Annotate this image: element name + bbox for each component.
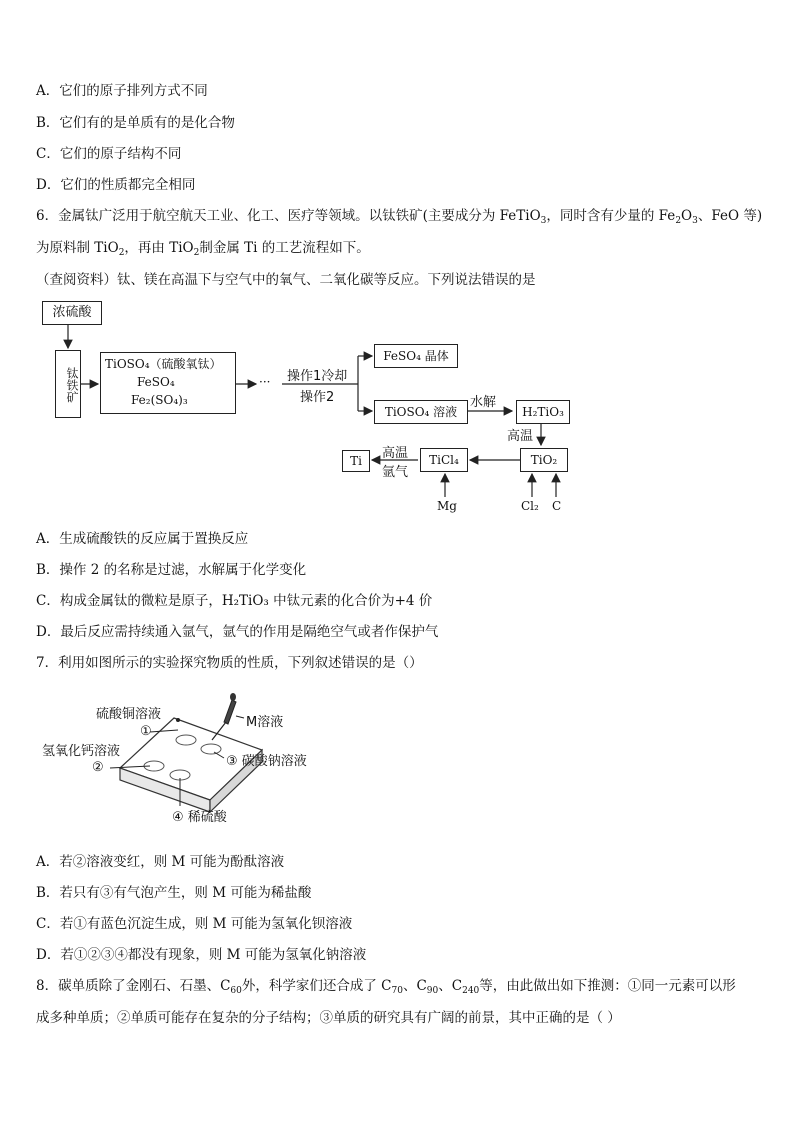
flow-high-temp-label-1: 高温 — [507, 429, 534, 444]
q6-option-d: D．最后反应需持续通入氩气，氩气的作用是隔绝空气或者作保护气 — [36, 624, 439, 640]
label-well-2: ② — [92, 760, 104, 775]
q6-option-a: A．生成硫酸铁的反应属于置换反应 — [36, 531, 249, 547]
flow-ti-box: Ti — [342, 450, 370, 472]
q8-stem-line1: 8．碳单质除了金刚石、石墨、$C_{60}$外，科学家们还合成了 $C_{70}$、$C_{90}$、$C_{240}$等，由此做出如下推测：①同一元素可以形 — [36, 978, 736, 996]
flow-ore-box: 钛铁矿 — [55, 350, 81, 418]
flow-mixture-line2: FeSO₄ — [137, 375, 175, 389]
flow-cl2-label: Cl₂ — [521, 499, 539, 513]
flow-mg-label: Mg — [437, 499, 457, 513]
flow-argon-label: 氩气 — [382, 465, 409, 480]
label-sodium-carbonate: ③ 碳酸钠溶液 — [226, 754, 307, 769]
label-m-solution: M溶液 — [246, 715, 284, 730]
q7-option-d: D．若①②③④都没有现象，则 M 可能为氢氧化钠溶液 — [36, 947, 367, 963]
q7-stem: 7．利用如图所示的实验探究物质的性质，下列叙述错误的是（） — [36, 655, 423, 671]
flow-ticl4-box: TiCl₄ — [420, 448, 468, 472]
flow-hydrolysis-label: 水解 — [470, 395, 497, 410]
flow-dots: ··· — [259, 375, 271, 389]
flow-tio2-box: TiO₂ — [520, 448, 568, 472]
flow-acid-box: 浓硫酸 — [42, 301, 102, 325]
label-dilute-sulfuric: ④ 稀硫酸 — [172, 810, 227, 825]
q6-option-c: C．构成金属钛的微粒是原子，H₂TiO₃ 中钛元素的化合价为+4 价 — [36, 593, 433, 609]
flow-solution-box: TiOSO₄ 溶液 — [374, 400, 468, 424]
flow-op1-label: 操作1冷却 — [287, 369, 348, 384]
q6-stem-line1: 6．金属钛广泛用于航空航天工业、化工、医疗等领域。以钛铁矿(主要成分为 FeTiO$_3$，同时含有少量的 $Fe_2O_3$、FeO 等) — [36, 208, 763, 226]
label-copper-sulfate: 硫酸铜溶液 — [96, 707, 162, 722]
q6-stem-line3: （查阅资料）钛、镁在高温下与空气中的氧气、二氧化碳等反应。下列说法错误的是 — [36, 272, 536, 288]
flow-crystal-box: FeSO₄ 晶体 — [374, 344, 458, 368]
q6-option-b: B．操作 2 的名称是过滤，水解属于化学变化 — [36, 562, 307, 578]
q7-option-b: B．若只有③有气泡产生，则 M 可能为稀盐酸 — [36, 885, 312, 901]
flow-op2-label: 操作2 — [300, 390, 335, 405]
flow-high-temp-label-2: 高温 — [382, 446, 409, 461]
q6-stem-line2: 为原料制 TiO$_2$，再由 TiO$_2$制金属 Ti 的工艺流程如下。 — [36, 240, 370, 258]
flow-mixture-line1: TiOSO₄（硫酸氧钛） — [105, 357, 222, 371]
q5-option-b: B．它们有的是单质有的是化合物 — [36, 115, 235, 131]
flow-h2tio3-box: H₂TiO₃ — [516, 400, 570, 424]
q5-option-c: C．它们的原子结构不同 — [36, 146, 182, 162]
q5-option-d: D．它们的性质都完全相同 — [36, 177, 196, 193]
label-calcium-hydroxide: 氢氧化钙溶液 — [42, 744, 121, 759]
q7-option-a: A．若②溶液变红，则 M 可能为酚酞溶液 — [36, 854, 285, 870]
flow-c-label: C — [552, 499, 562, 513]
q5-option-a: A．它们的原子排列方式不同 — [36, 83, 208, 99]
flow-mixture-line3: Fe₂(SO₄)₃ — [131, 393, 188, 407]
q7-option-c: C．若①有蓝色沉淀生成，则 M 可能为氢氧化钡溶液 — [36, 916, 353, 932]
label-well-1: ① — [140, 724, 152, 739]
q8-stem-line2: 成多种单质；②单质可能存在复杂的分子结构；③单质的研究具有广阔的前景，其中正确的是（ ） — [36, 1010, 621, 1026]
